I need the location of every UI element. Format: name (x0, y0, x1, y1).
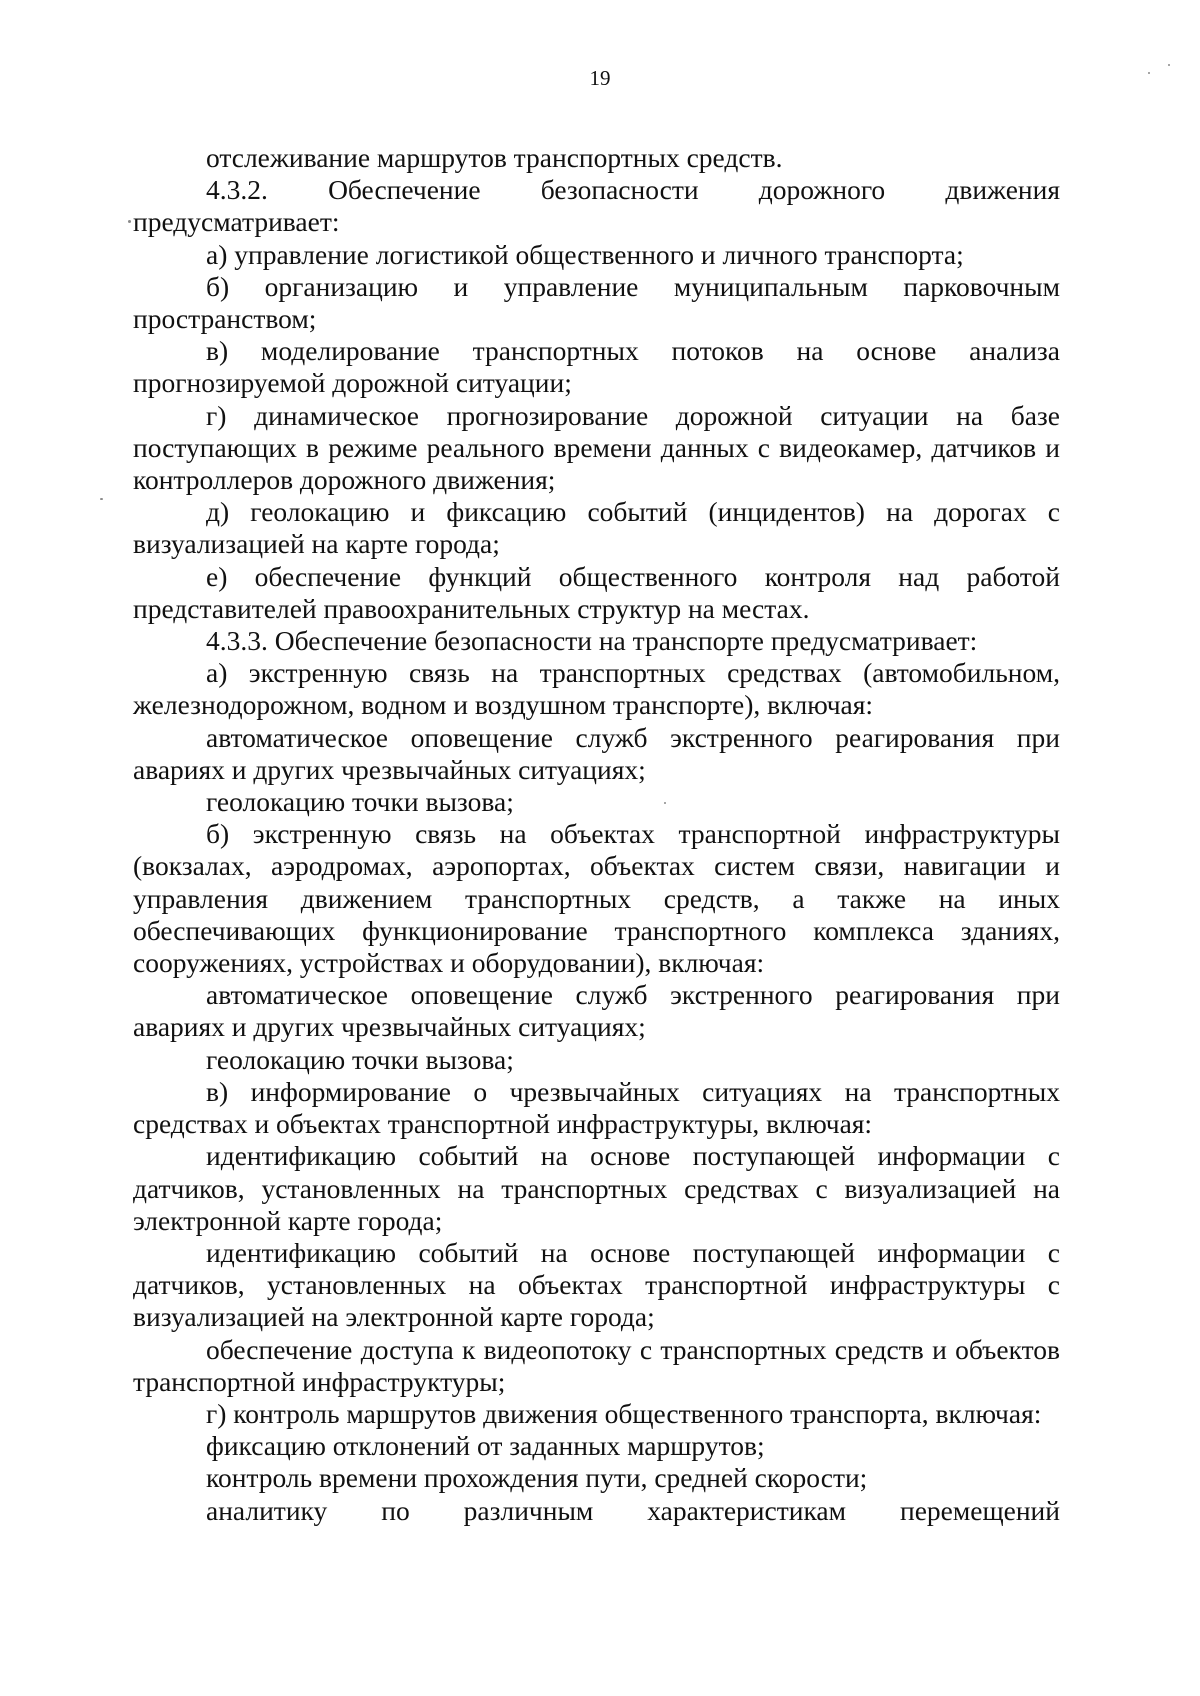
scan-speck (1148, 72, 1150, 74)
paragraph: геолокацию точки вызова; (206, 1043, 514, 1075)
paragraph: а) экстренную связь на транспортных средствах (автомобильном, железнодорожном, водном и воздушном транспорте), включая: (133, 657, 1060, 721)
paragraph: 4.3.2. Обеспечение безопасности дорожного движения предусматривает: (133, 174, 1060, 238)
paragraph: б) экстренную связь на объектах транспортной инфраструктуры (вокзалах, аэродромах, аэропортах, объектах систем связи, навигации и управления движением транспортных средств, а также на иных обеспечивающих функционирование транспортного комплекса зданиях, сооружениях, устройствах и оборудовании), включая: (133, 818, 1060, 979)
paragraph: г) динамическое прогнозирование дорожной ситуации на базе поступающих в режиме реального времени данных с видеокамер, датчиков и контроллеров дорожного движения; (133, 399, 1060, 496)
paragraph: а) управление логистикой общественного и личного транспорта; (206, 238, 964, 270)
paragraph: контроль времени прохождения пути, средней скорости; (206, 1462, 868, 1494)
paragraph: геолокацию точки вызова; (206, 786, 514, 818)
paragraph: аналитику по различным характеристикам перемещений (206, 1494, 1060, 1526)
paragraph: обеспечение доступа к видеопотоку с транспортных средств и объектов транспортной инфраструктуры; (133, 1333, 1060, 1397)
paragraph: д) геолокацию и фиксацию событий (инцидентов) на дорогах с визуализацией на карте города; (133, 496, 1060, 560)
paragraph: е) обеспечение функций общественного контроля над работой представителей правоохранительных структур на местах. (133, 560, 1060, 624)
paragraph: идентификацию событий на основе поступающей информации с датчиков, установленных на объектах транспортной инфраструктуры с визуализацией на электронной карте города; (133, 1236, 1060, 1333)
paragraph: автоматическое оповещение служб экстренного реагирования при авариях и других чрезвычайных ситуациях; (133, 721, 1060, 785)
paragraph: б) организацию и управление муниципальным парковочным пространством; (133, 270, 1060, 335)
paragraph: в) моделирование транспортных потоков на основе анализа прогнозируемой дорожной ситуации; (133, 335, 1060, 399)
scan-speck (100, 498, 103, 500)
scan-speck (1168, 64, 1170, 66)
paragraph: 4.3.3. Обеспечение безопасности на транспорте предусматривает: (206, 625, 978, 657)
paragraph: в) информирование о чрезвычайных ситуациях на транспортных средствах и объектах транспортной инфраструктуры, включая: (133, 1075, 1060, 1140)
scan-speck (664, 802, 666, 804)
paragraph: идентификацию событий на основе поступающей информации с датчиков, установленных на транспортных средствах с визуализацией на электронной карте города; (133, 1140, 1060, 1236)
paragraph: отслеживание маршрутов транспортных средств. (206, 142, 783, 173)
paragraph: г) контроль маршрутов движения общественного транспорта, включая: (206, 1397, 1042, 1429)
paragraph: автоматическое оповещение служб экстренного реагирования при авариях и других чрезвычайных ситуациях; (133, 979, 1060, 1043)
document-body (133, 142, 1060, 1527)
scan-speck (128, 220, 131, 223)
paragraph: фиксацию отклонений от заданных маршрутов; (206, 1430, 765, 1462)
page-number: 19 (589, 66, 611, 90)
